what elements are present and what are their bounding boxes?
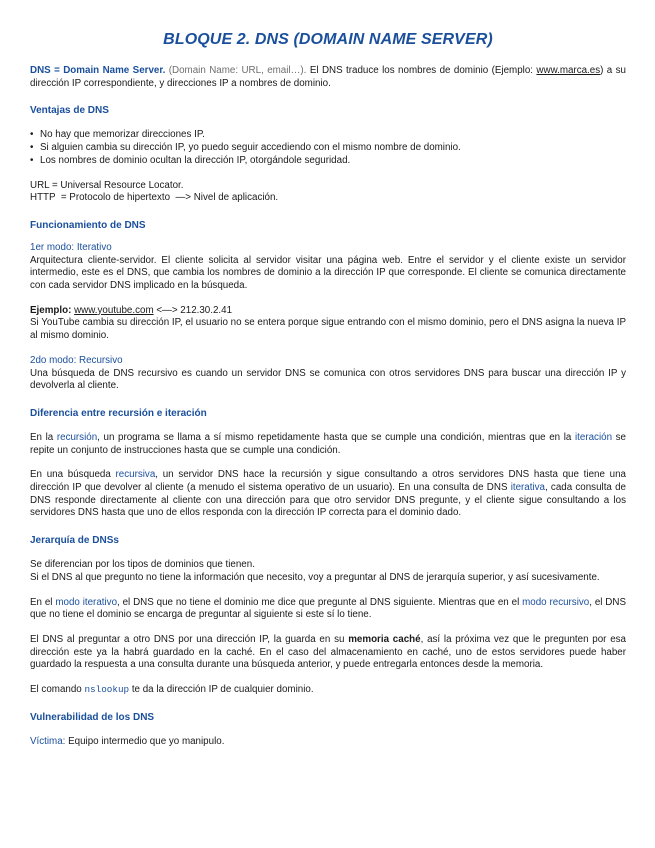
text-run: , cada consulta de DNS responde directamente al cliente con una dirección para que otro servidor DNS pregunte, y el cliente sigue consultando a los servidores DNS hasta que uno de ellos responda con la dirección IP correcta para el dominio dado. (30, 482, 626, 519)
text-run: En la (30, 431, 57, 443)
diferencia-paragraph-2 (30, 469, 626, 520)
text-run: En una búsqueda (30, 469, 116, 481)
list-item-text: Los nombres de dominio ocultan la dirección IP, otorgándole seguridad. (40, 154, 351, 166)
jerarquia-heading: Jerarquía de DNSs (30, 535, 119, 547)
text-run: te da la dirección IP de cualquier dominio. (129, 684, 314, 696)
definitions (30, 180, 626, 205)
intro-note: (Domain Name: URL, email…). (165, 65, 307, 76)
diferencia-paragraph-1 (30, 432, 626, 457)
page-title: BLOQUE 2. DNS (DOMAIN NAME SERVER) (163, 31, 493, 48)
text-run: , un programa se llama a sí mismo repetidamente hasta que se cumple una condición, mientras que en la (97, 431, 575, 443)
bullet-icon: • (30, 154, 34, 166)
example-ip: <—> 212.30.2.41 (153, 304, 233, 316)
term-recursion: recursión (56, 431, 98, 443)
example-link[interactable]: www.youtube.com (74, 304, 154, 316)
example-line (30, 305, 626, 318)
ventajas-list (30, 129, 626, 167)
intro-text-2: ) a su dirección IP correspondiente, y direcciones IP a nombres de dominio. (30, 65, 627, 89)
term-modo-iterativo: modo iterativo (55, 596, 118, 608)
example-label: Ejemplo: (30, 304, 72, 316)
jerarquia-paragraph-1b: Si el DNS al que pregunto no tiene la información que necesito, voy a preguntar al DNS de jerarquía superior, y así sucesivamente. (30, 571, 600, 583)
term-victima: Víctima: (30, 735, 66, 747)
mode1-label: 1er modo: Iterativo (30, 241, 112, 253)
term-modo-recursivo: modo recursivo (522, 596, 590, 608)
command-nslookup: nslookup (84, 684, 130, 696)
funcionamiento-heading: Funcionamiento de DNS (30, 219, 146, 231)
mode2-paragraph: Una búsqueda de DNS recursivo es cuando un servidor DNS se comunica con otros servidores DNS para buscar una dirección IP y devolverla al cliente. (30, 367, 626, 392)
list-item-text: Si alguien cambia su dirección IP, yo puedo seguir accediendo con el mismo nombre de dominio. (40, 142, 461, 154)
text-run: El comando (30, 684, 85, 696)
jerarquia-paragraph-2 (30, 597, 626, 622)
text-run: , el DNS que no tiene el dominio se encarga de preguntar al siguiente si este sí lo tiene. (30, 596, 626, 621)
text-run: , un servidor DNS hace la recursión y sigue consultando a otros servidores DNS hasta que tiene una dirección IP que devolver al cliente (a menudo el sistema operativo de un usuario). En una consulta de DNS (30, 469, 626, 494)
text-run: El DNS al preguntar a otro DNS por una dirección IP, la guarda en su (30, 633, 349, 645)
text-run: se repite un conjunto de instrucciones hasta que se cumple una condición. (30, 431, 626, 456)
definition-http: HTTP = Protocolo de hipertexto —> Nivel de aplicación. (30, 192, 279, 204)
term-memoria-cache: memoria caché (348, 633, 421, 645)
text-run: En el (30, 596, 56, 608)
vulnerabilidad-heading: Vulnerabilidad de los DNS (30, 711, 155, 723)
mode2-label: 2do modo: Recursivo (30, 354, 123, 366)
jerarquia-paragraph-3 (30, 634, 626, 672)
term-recursiva: recursiva (115, 469, 156, 481)
list-item-text: No hay que memorizar direcciones IP. (40, 129, 205, 141)
intro-link[interactable]: www.marca.es (536, 65, 601, 76)
text-run: Equipo intermedio que yo manipulo. (65, 735, 225, 747)
term-iterativa: iterativa (510, 482, 545, 494)
vulnerabilidad-paragraph (30, 736, 626, 749)
definition-url: URL = Universal Resource Locator. (30, 179, 184, 191)
bullet-icon: • (30, 142, 34, 154)
example-paragraph: Si YouTube cambia su dirección IP, el usuario no se entera porque sigue entrando con el mismo dominio, pero el DNS asigna la nueva IP al mismo dominio. (30, 317, 626, 342)
ventajas-heading: Ventajas de DNS (30, 105, 109, 117)
intro-text-1: El DNS traduce los nombres de dominio (Ejemplo: (306, 65, 537, 76)
list-item (30, 129, 626, 142)
text-run: , así la próxima vez que le pregunten por esa dirección este ya la habrá guardado en la caché. En el caso del almacenamiento en caché, uno de estos servidores puede haber guardado la respuesta a una consulta durante una búsqueda anterior, y puede entregarla entonces desde la memoria. (30, 633, 627, 671)
mode1-paragraph: Arquitectura cliente-servidor. El cliente solicita al servidor visitar una página web. Entre el servidor y el cliente existe un servidor intermedio, este es el DNS, que cambia los nombres de dominio a la dirección IP que corresponde. El cliente se comunica directamente con cada servidor DNS implicado en la búsqueda. (30, 254, 626, 292)
list-item (30, 155, 626, 168)
intro-paragraph (30, 65, 626, 90)
jerarquia-paragraph-1a: Se diferencian por los tipos de dominios que tienen. (30, 559, 255, 571)
text-run: , el DNS que no tiene el dominio me dice que pregunte al DNS siguiente. Mientras que en el (117, 596, 523, 608)
diferencia-heading: Diferencia entre recursión e iteración (30, 407, 207, 419)
list-item (30, 142, 626, 155)
intro-term: DNS = Domain Name Server. (30, 65, 166, 76)
document-page (30, 30, 626, 749)
jerarquia-paragraph-4 (30, 684, 626, 697)
term-iteracion: iteración (574, 431, 613, 443)
bullet-icon: • (30, 129, 34, 141)
